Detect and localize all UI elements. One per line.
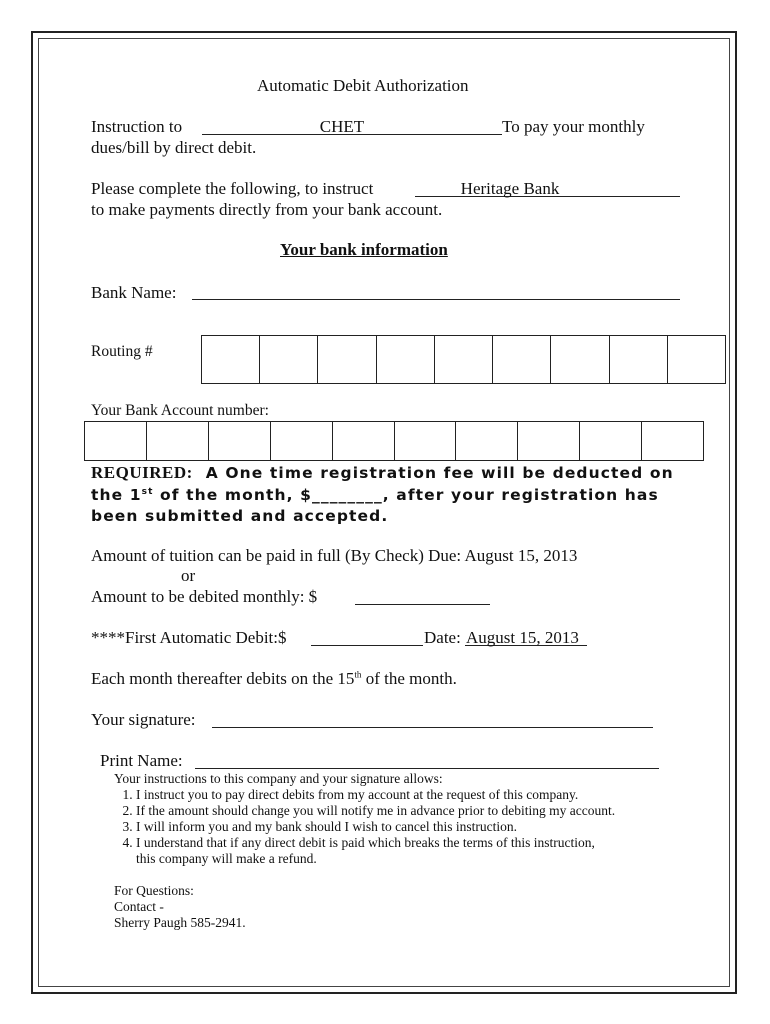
form-title: Automatic Debit Authorization — [257, 76, 469, 95]
routing-digit-box[interactable] — [202, 336, 260, 383]
print-name-label: Print Name: — [100, 751, 183, 770]
instruction-line2: dues/bill by direct debit. — [91, 138, 257, 157]
account-digit-box[interactable] — [271, 422, 333, 460]
routing-digit-box[interactable] — [610, 336, 668, 383]
allows-item-4-cont: this company will make a refund. — [136, 851, 317, 866]
required-lead: REQUIRED: — [91, 463, 193, 482]
routing-digit-box[interactable] — [260, 336, 318, 383]
account-digit-box[interactable] — [333, 422, 395, 460]
first-debit-date-field[interactable]: August 15, 2013 — [466, 628, 579, 647]
allows-item-2: 2. If the amount should change you will notify me in advance prior to debiting my account. — [136, 803, 736, 819]
allows-item-3: 3. I will inform you and my bank should I wish to cancel this instruction. — [136, 819, 736, 835]
instruction-suffix: To pay your monthly — [502, 117, 645, 136]
signature-field[interactable] — [212, 727, 653, 728]
first-debit-amount-field[interactable] — [311, 645, 423, 646]
account-label: Your Bank Account number: — [91, 402, 269, 419]
signature-label: Your signature: — [91, 710, 196, 729]
please-line2: to make payments directly from your bank account. — [91, 200, 443, 219]
or-text: or — [181, 566, 196, 585]
required-text-2b: of the month, $________, after your registration has — [160, 485, 659, 504]
account-digit-box[interactable] — [642, 422, 703, 460]
required-text-2a: the 1 — [91, 485, 142, 504]
required-text-1: A One time registration fee will be deducted on — [205, 464, 674, 482]
instruction-label: Instruction to — [91, 117, 183, 136]
account-digit-box[interactable] — [395, 422, 457, 460]
routing-digit-box[interactable] — [377, 336, 435, 383]
section-heading: Your bank information — [280, 240, 448, 259]
monthly-amount-field[interactable] — [355, 604, 490, 605]
contact-person: Sherry Paugh 585-2941. — [114, 915, 246, 930]
account-digit-box[interactable] — [456, 422, 518, 460]
routing-digit-box[interactable] — [318, 336, 376, 383]
account-digit-box[interactable] — [209, 422, 271, 460]
allows-item-1: 1. I instruct you to pay direct debits from my account at the request of this company. — [136, 787, 736, 803]
each-month-sup: th — [354, 669, 362, 680]
tuition-line: Amount of tuition can be paid in full (By Check) Due: August 15, 2013 — [91, 546, 578, 565]
first-debit-date-label: Date: — [424, 628, 461, 647]
bank-name-field[interactable] — [192, 299, 680, 300]
print-name-field[interactable] — [195, 768, 659, 769]
routing-number-boxes[interactable] — [201, 335, 726, 384]
monthly-label: Amount to be debited monthly: $ — [91, 587, 318, 606]
each-month-text-a: Each month thereafter debits on the 15 — [91, 669, 355, 688]
routing-digit-box[interactable] — [435, 336, 493, 383]
account-digit-box[interactable] — [580, 422, 642, 460]
required-notice — [91, 462, 674, 528]
contact-label: Contact - — [114, 899, 164, 914]
account-digit-box[interactable] — [147, 422, 209, 460]
please-bank-field[interactable]: Heritage Bank — [460, 179, 560, 198]
each-month-text-b: of the month. — [365, 669, 457, 688]
instruction-company-field[interactable]: CHET — [319, 117, 365, 136]
account-number-boxes[interactable] — [84, 421, 704, 461]
routing-label: Routing # — [91, 343, 153, 360]
account-digit-box[interactable] — [85, 422, 147, 460]
each-month-line — [91, 669, 457, 689]
please-label: Please complete the following, to instruct — [91, 179, 374, 198]
allows-item-4: 4. I understand that if any direct debit is paid which breaks the terms of this instruction, — [136, 835, 736, 851]
questions-heading: For Questions: — [114, 883, 194, 898]
required-text-3: been submitted and accepted. — [91, 507, 389, 525]
routing-digit-box[interactable] — [551, 336, 609, 383]
routing-digit-box[interactable] — [668, 336, 725, 383]
bank-name-label: Bank Name: — [91, 283, 177, 302]
routing-digit-box[interactable] — [493, 336, 551, 383]
first-debit-label: ****First Automatic Debit:$ — [91, 628, 287, 647]
allows-heading: Your instructions to this company and your signature allows: — [114, 771, 443, 786]
account-digit-box[interactable] — [518, 422, 580, 460]
required-sup: st — [141, 486, 154, 497]
allows-list — [114, 787, 736, 851]
